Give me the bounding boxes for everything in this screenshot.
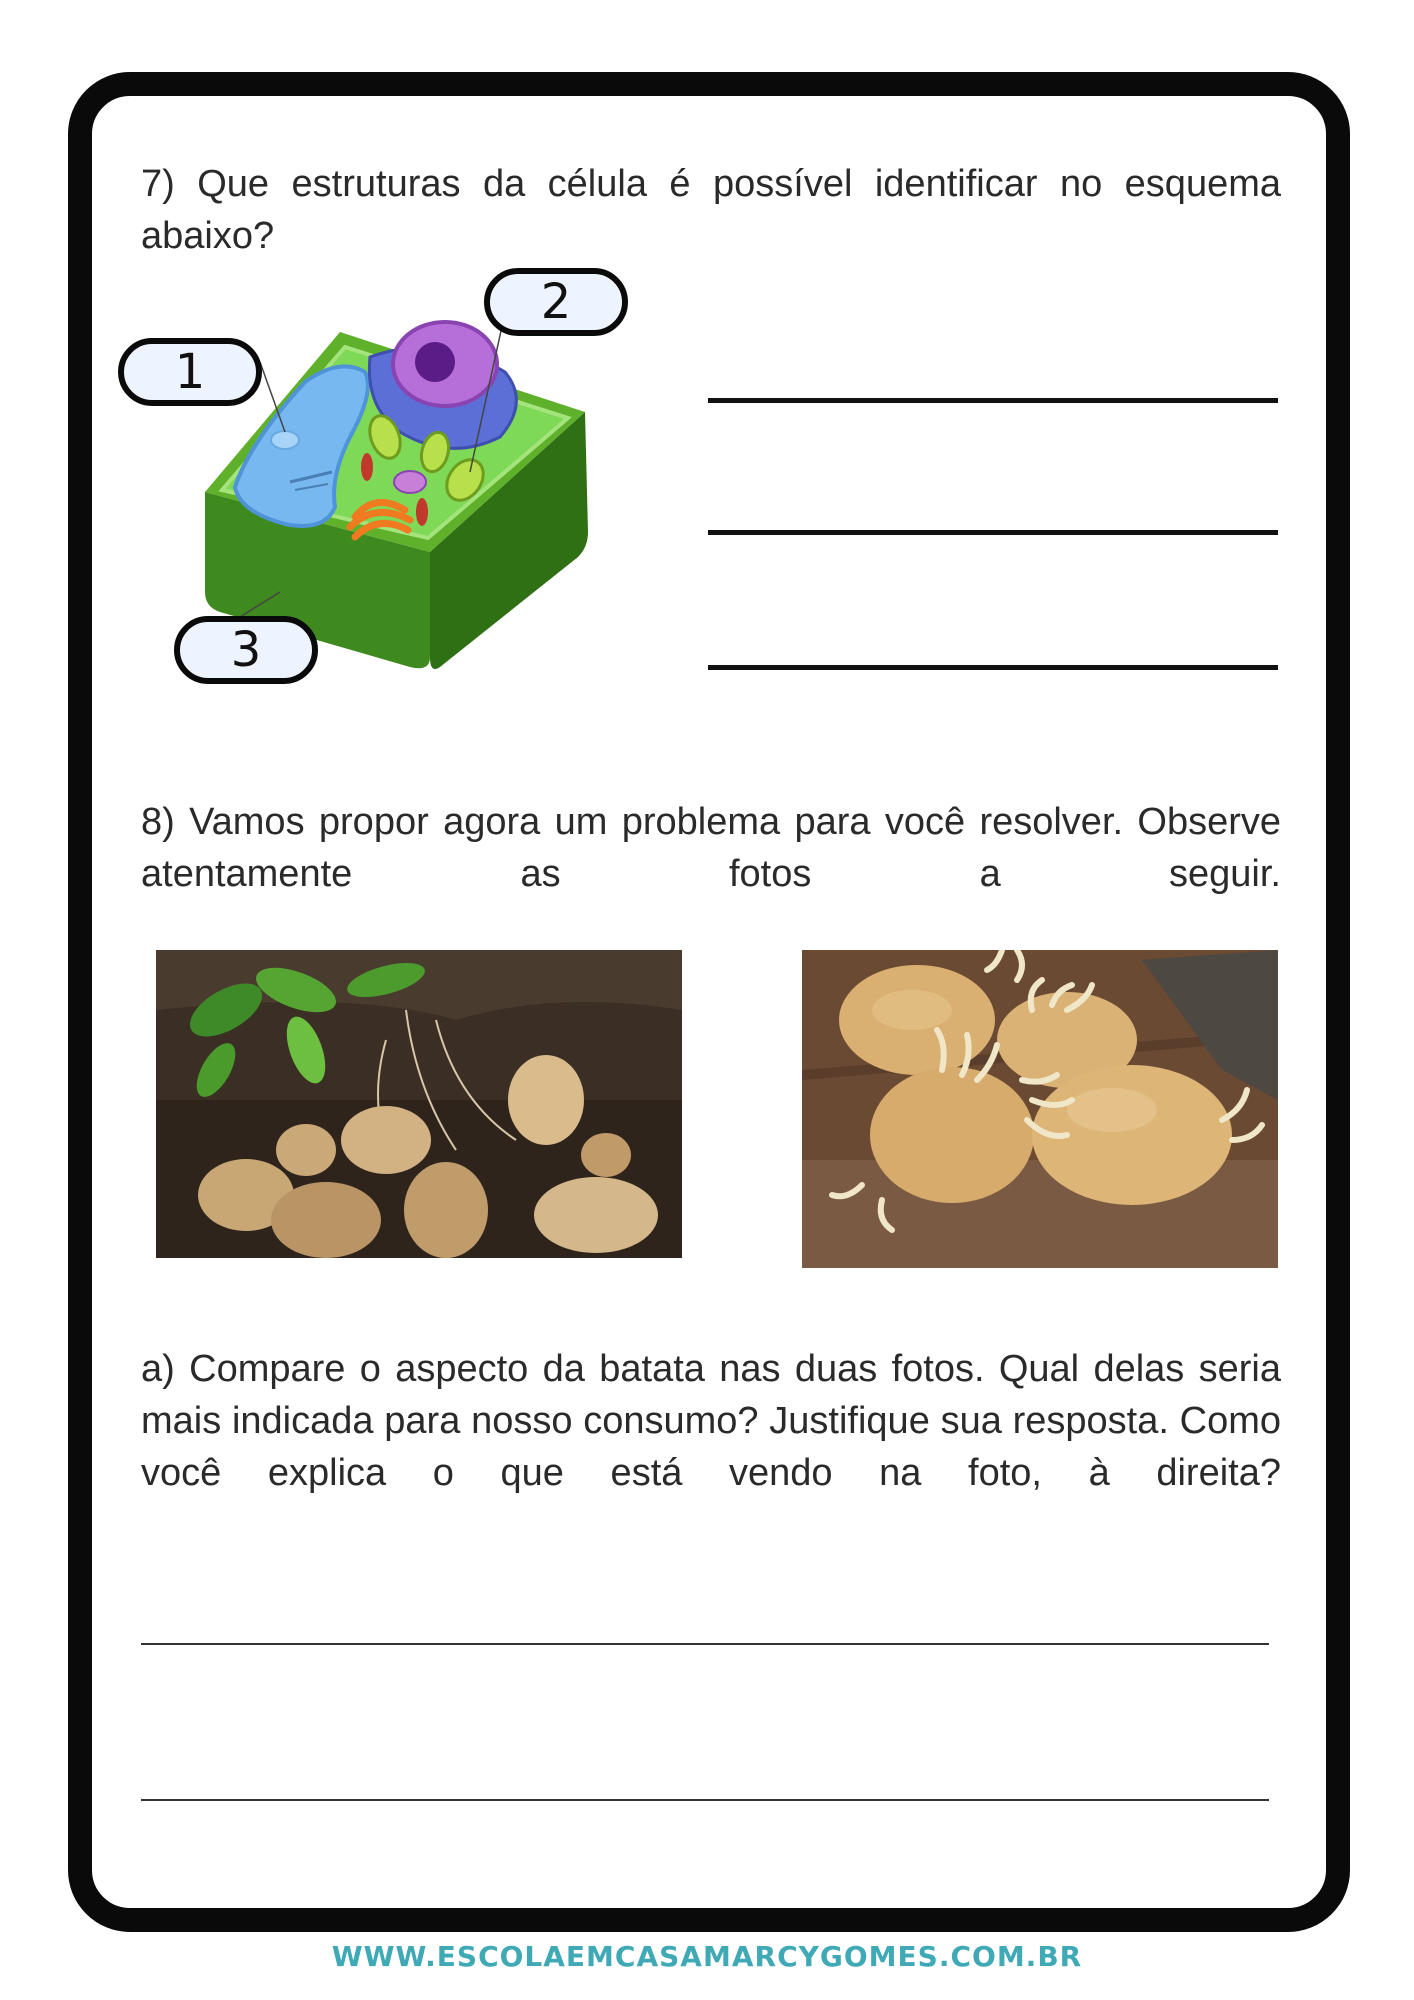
cell-label-3: 3 (174, 616, 318, 684)
golgi-vesicle (394, 471, 426, 493)
vacuole-highlight (271, 431, 299, 449)
nucleolus (415, 342, 455, 382)
answer-line-structure-1[interactable] (708, 398, 1278, 403)
question-7-text: 7) Que estruturas da célula é possível identificar no esquema abaixo? (141, 163, 1281, 257)
question-a-text: a) Compare o aspecto da batata nas duas fotos. Qual delas seria mais indicada para nosso consumo? Justifique sua resposta. Como você explica o que está vendo na foto, à direita? (141, 1348, 1281, 1494)
cell-label-2: 2 (484, 268, 628, 336)
mitochondrion (416, 498, 428, 526)
sprouting-potatoes-photo (802, 950, 1278, 1268)
potatoes-in-soil-photo (156, 950, 682, 1258)
answer-line-a-1[interactable] (141, 1643, 1269, 1645)
mitochondrion (361, 453, 373, 481)
answer-line-a-2[interactable] (141, 1799, 1269, 1801)
cell-label-1: 1 (118, 338, 262, 406)
question-8-text: 8) Vamos propor agora um problema para você resolver. Observe atentamente as fotos a seguir. (141, 801, 1281, 895)
answer-line-structure-3[interactable] (708, 665, 1278, 670)
answer-line-structure-2[interactable] (708, 530, 1278, 535)
footer-website[interactable]: WWW.ESCOLAEMCASAMARCYGOMES.COM.BR (331, 1940, 1083, 1973)
